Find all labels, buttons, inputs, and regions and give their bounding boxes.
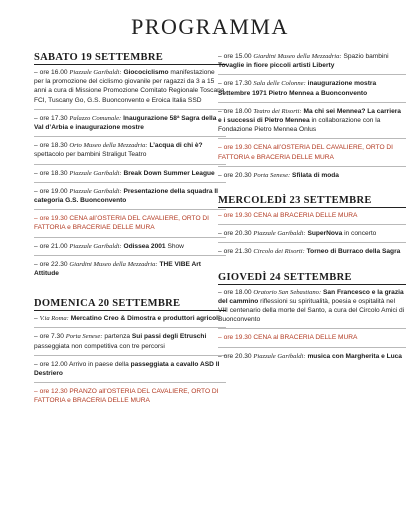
event-item: – ore 20.30 Piazzale Garibaldi: musica con Margherita e Luca [218,352,402,360]
event-item-dinner: – ore 12.30 PRANZO all’OSTERIA DEL CAVALIERE, ORTO DI FATTORIA e BRACERIA DELLE MURA [34,388,219,405]
event-item-dinner: – ore 19.30 CENA all’OSTERIA DEL CAVALIERE, ORTO DI FATTORIA e BRACERIAE DELLE MURA [34,214,226,237]
right-column [218,52,406,369]
event-item: – ore 18.30 Piazzale Garibaldi: Break Down Summer League [34,169,226,183]
event-item: – ore 21.30 Circolo dei Risorti: Torneo di Burraco della Sagra [218,248,401,256]
event-item: – ore 16.00 Piazzale Garibaldi: Giocociclismo manifestazione per la promozione del ciclismo giovanile per ragazzi da 3 a 15 anni a cura di Missione Promozione Comitato Regionale Toscana FCI, Tuscany Go, G.S. Buonconvento e Eroica Italia SSD [34,68,226,110]
event-item: – ore 18.30 Orto Museo della Mezzadria: L’acqua di chi è? spettacolo per bambini Straligut Teatro [34,141,226,164]
event-item-dinner: – ore 19.30 CENA all’OSTERIA DEL CAVALIERE, ORTO DI FATTORIA e BRACERIA DELLE MURA [218,143,406,166]
event-item: – ore 18.00 Teatro dei Risorti: Ma chi sei Mennea? La carriera e i successi di Pietro Mennea in collaborazione con la Fondazione Pietro Mennea Onlus [218,107,406,140]
event-item: – ore 12.00 Arrivo in paese della passeggiata a cavallo ASD Il Destriero [34,360,226,383]
event-item: – ore 15.00 Giardini Museo della Mezzadria: Spazio bambini Tovaglie in fiore piccoli artisti Liberty [218,52,406,75]
event-item: – ore 20.30 Piazzale Garibaldi: SuperNova in concerto [218,229,406,243]
day-heading-wednesday: MERCOLEDÌ 23 SETTEMBRE [218,195,406,208]
event-item: – ore 17.30 Sala delle Colonne: inaugurazione mostra Settembre 1971 Pietro Mennea a Buonconvento [218,79,406,102]
left-column [34,52,226,414]
event-item: – ore 19.00 Piazzale Garibaldi: Presentazione della squadra II categoria G.S. Buonconvento [34,187,226,210]
event-item-dinner: – ore 19.30 CENA al BRACERIA DELLE MURA [218,211,406,225]
event-item: – ore 20.30 Porta Senese: Sfilata di moda [218,171,339,179]
day-heading-saturday: SABATO 19 SETTEMBRE [34,52,226,65]
event-item: – ore 21.00 Piazzale Garibaldi: Odissea 2001 Show [34,242,226,256]
event-item: – ore 17.30 Palazzo Comunale: Inaugurazione 58ª Sagra della Val d’Arbia e inaugurazione mostre [34,114,226,137]
event-item-dinner: – ore 19.30 CENA al BRACERIA DELLE MURA [218,333,406,347]
event-item: – ore 22.30 Giardini Museo della Mezzadria: THE VIBE Art Attitude [34,260,201,278]
page-title: PROGRAMMA [131,14,289,39]
event-item: – ore 18.00 Oratorio San Sebastiano: San Francesco e la grazia del cammino riflessioni su spiritualità, poesia e ospitalità nel VIII centenario della morte del Santo, a cura del Circolo Amici di Buonconvento [218,288,406,330]
event-item: – V.ia Roma: Mercatino Creo & Dimostra e produttori agricoli [34,314,226,328]
event-item: – ore 7.30 Porta Senese: partenza Sui passi degli Etruschi passeggiata non competitiva con tre percorsi [34,332,226,355]
day-heading-sunday: DOMENICA 20 SETTEMBRE [34,298,226,311]
day-heading-thursday: GIOVEDÌ 24 SETTEMBRE [218,272,406,285]
